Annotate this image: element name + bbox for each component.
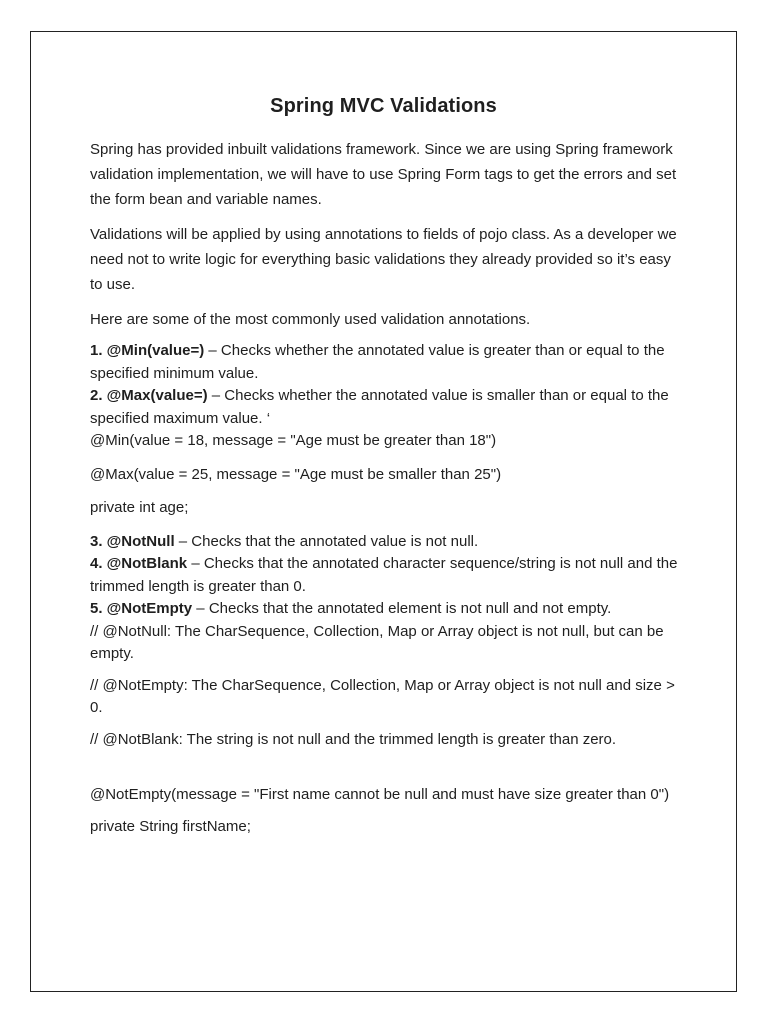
list-item-min	[90, 340, 680, 385]
code-min: @Min(value = 18, message = "Age must be greater than 18")	[90, 432, 497, 449]
list-item-max	[90, 385, 680, 430]
document-title: Spring MVC Validations	[270, 95, 497, 117]
document-body	[90, 137, 680, 838]
annotations-paragraph: Validations will be applied by using annotations to fields of pojo class. As a developer we need not to write logic for everything basic validations they already provided so it’s easy to use.	[90, 226, 677, 293]
list-item-notnull	[90, 531, 680, 554]
list-item-notempty-label: 5. @NotEmpty	[90, 600, 193, 617]
list-item-notempty	[90, 598, 680, 621]
code-notempty: @NotEmpty(message = "First name cannot be null and must have size greater than 0")	[90, 786, 670, 803]
comment-notempty: // @NotEmpty: The CharSequence, Collection, Map or Array object is not null and size > 0.	[90, 676, 675, 716]
list-item-notnull-label: 3. @NotNull	[90, 532, 175, 550]
intro-paragraph: Spring has provided inbuilt validations framework. Since we are using Spring framework validation implementation, we will have to use Spring Form tags to get the errors and set the form bean and variable names.	[90, 141, 677, 208]
list-item-min-text: – Checks whether the annotated value is greater than or equal to the specified minimum value.	[90, 342, 665, 382]
list-item-notempty-text: – Checks that the annotated element is not null and not empty.	[192, 600, 612, 617]
comment-notblank: // @NotBlank: The string is not null and the trimmed length is greater than zero.	[90, 730, 617, 748]
document-page	[30, 31, 737, 992]
list-item-notnull-text: – Checks that the annotated value is not null.	[174, 532, 479, 550]
code-max: @Max(value = 25, message = "Age must be smaller than 25")	[90, 465, 502, 483]
list-intro-paragraph: Here are some of the most commonly used validation annotations.	[90, 311, 531, 328]
comment-notnull: // @NotNull: The CharSequence, Collection, Map or Array object is not null, but can be empty.	[90, 622, 664, 662]
list-item-notblank-label: 4. @NotBlank	[90, 555, 188, 572]
list-item-notblank-text: – Checks that the annotated character sequence/string is not null and the trimmed length is greater than 0.	[90, 555, 678, 595]
list-item-min-label: 1. @Min(value=)	[90, 342, 205, 359]
list-item-notblank	[90, 553, 680, 598]
code-age: private int age;	[90, 499, 189, 516]
list-item-max-text: – Checks whether the annotated value is smaller than or equal to the specified maximum value. ‘	[90, 387, 669, 427]
code-firstname: private String firstName;	[90, 817, 251, 835]
list-item-max-label: 2. @Max(value=)	[90, 387, 208, 404]
